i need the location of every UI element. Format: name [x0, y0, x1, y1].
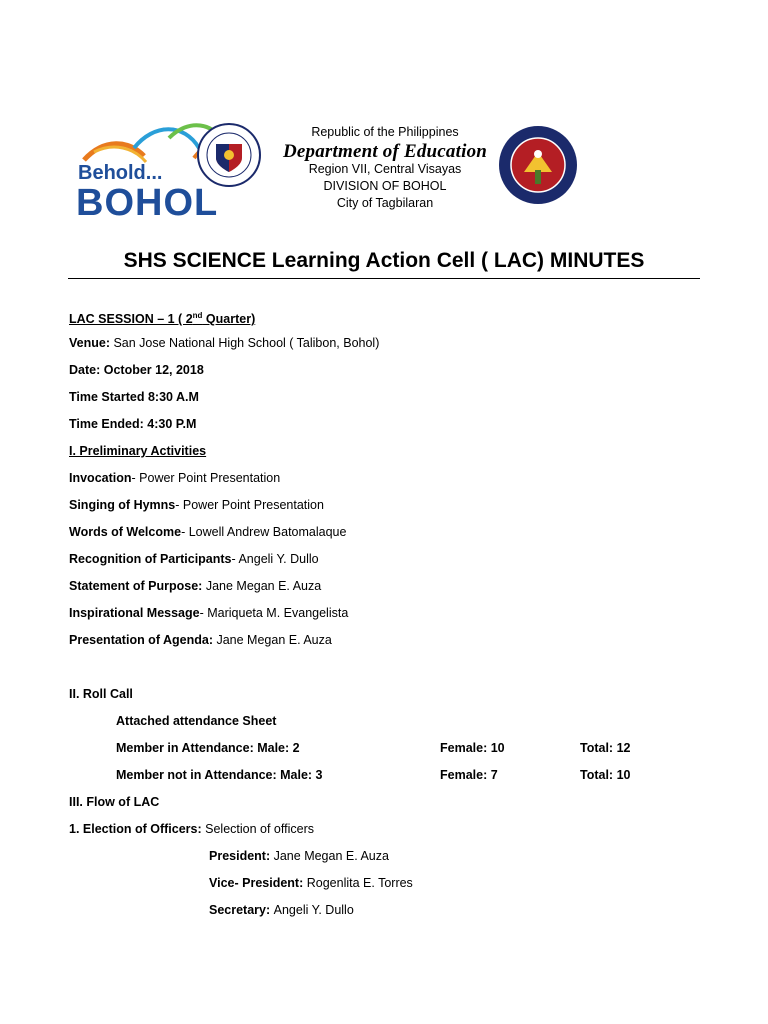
region-line: Region VII, Central Visayas — [308, 162, 462, 176]
date-line: Date: October 12, 2018 — [69, 363, 204, 377]
division-line: DIVISION OF BOHOL — [323, 179, 447, 193]
prelim-item: Recognition of Participants- Angeli Y. Dullo — [69, 552, 319, 566]
session-line: LAC SESSION – 1 ( 2nd Quarter) — [69, 311, 256, 327]
attendance-present-female: Female: 10 — [440, 741, 505, 755]
attendance-present-total: Total: 12 — [580, 741, 631, 755]
roll-call-heading: II. Roll Call — [69, 687, 133, 701]
prelim-item: Inspirational Message- Mariqueta M. Evangelista — [69, 606, 349, 620]
title-divider — [68, 278, 700, 279]
attendance-present-label: Member in Attendance: Male: 2 — [116, 741, 300, 755]
prelim-item: Invocation- Power Point Presentation — [69, 471, 281, 485]
prelim-item: Presentation of Agenda: Jane Megan E. Auza — [69, 633, 332, 647]
election-line: 1. Election of Officers: Selection of officers — [69, 822, 314, 836]
prelim-item: Words of Welcome- Lowell Andrew Batomalaque — [69, 525, 347, 539]
prelim-item: Statement of Purpose: Jane Megan E. Auza — [69, 579, 322, 593]
city-line: City of Tagbilaran — [336, 196, 434, 210]
behold-text: Behold... — [78, 162, 163, 184]
flow-heading: III. Flow of LAC — [69, 795, 160, 809]
venue-line: Venue: San Jose National High School ( Talibon, Bohol) — [69, 336, 380, 350]
time-ended-line: Time Ended: 4:30 P.M — [69, 417, 197, 431]
deped-seal-right — [497, 124, 579, 206]
attendance-absent-female: Female: 7 — [440, 768, 498, 782]
deped-seal-left — [196, 122, 262, 188]
officer-item: Secretary: Angeli Y. Dullo — [209, 903, 354, 917]
bohol-text: BOHOL — [76, 182, 219, 224]
roll-call-attached: Attached attendance Sheet — [116, 714, 277, 728]
agency-header — [270, 124, 500, 212]
time-started-line: Time Started 8:30 A.M — [69, 390, 199, 404]
officer-item: President: Jane Megan E. Auza — [209, 849, 389, 863]
attendance-absent-label: Member not in Attendance: Male: 3 — [116, 768, 323, 782]
department-line: Department of Education — [282, 141, 488, 162]
prelim-item: Singing of Hymns- Power Point Presentation — [69, 498, 324, 512]
document-title: SHS SCIENCE Learning Action Cell ( LAC) MINUTES — [123, 249, 645, 272]
prelim-heading: I. Preliminary Activities — [69, 444, 207, 458]
republic-line: Republic of the Philippines — [311, 125, 459, 139]
attendance-absent-total: Total: 10 — [580, 768, 631, 782]
officer-item: Vice- President: Rogenlita E. Torres — [209, 876, 413, 890]
